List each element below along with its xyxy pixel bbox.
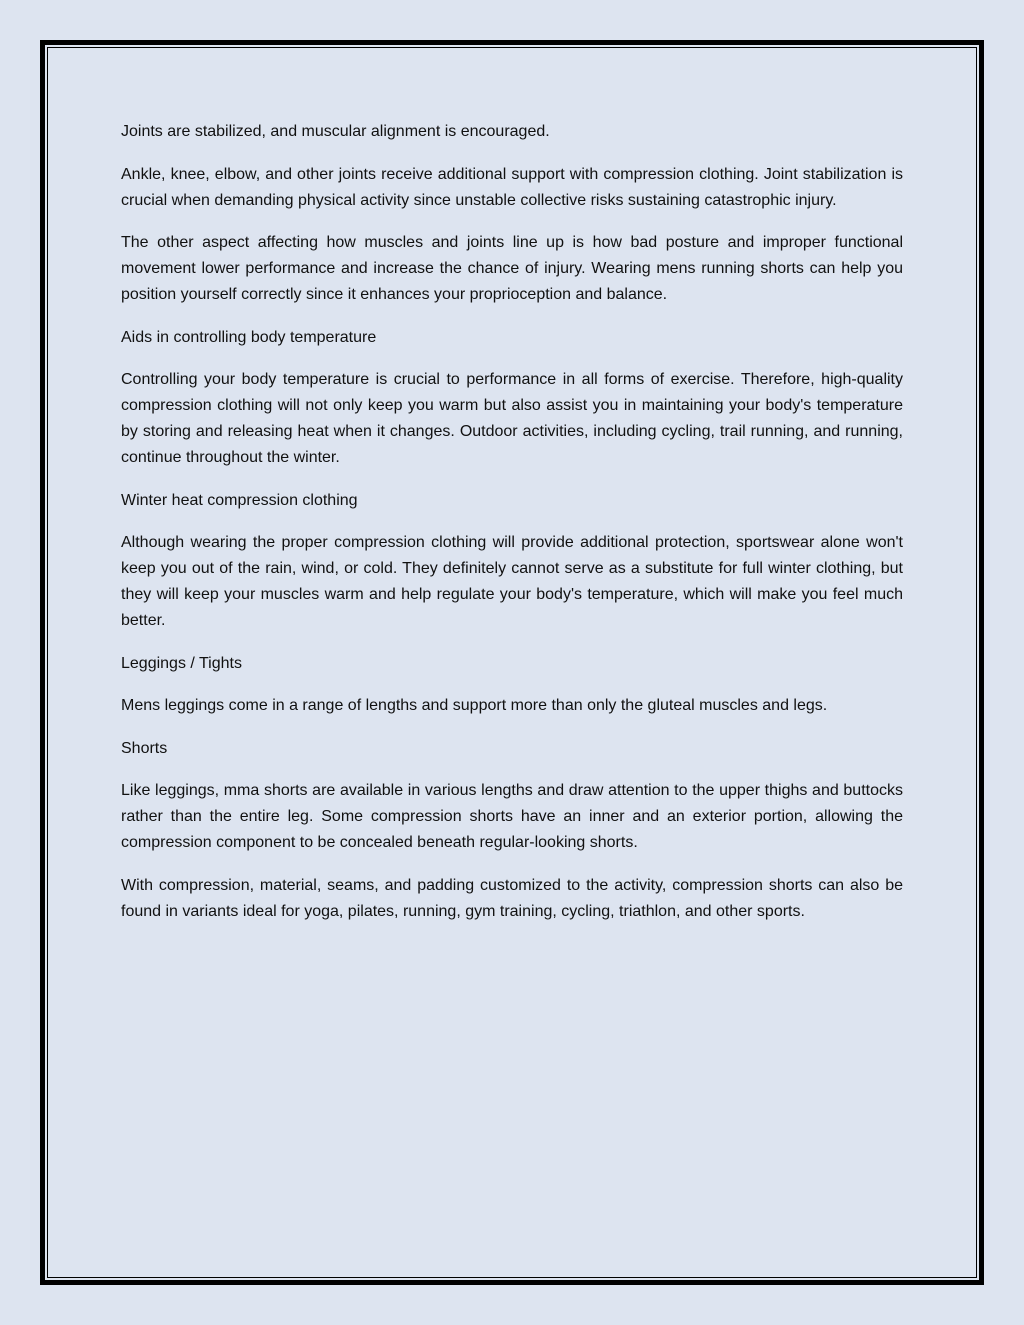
paragraph-temperature: Controlling your body temperature is crucial to performance in all forms of exercise. Therefore, high-quality compression clothing will not only keep you warm but also assist you in maintaining your body's temperature by storing and releasing heat when it changes. Outdoor activities, including cycling, trail running, and running, continue throughout the winter.: [121, 371, 903, 466]
paragraph-compression-variants: With compression, material, seams, and padding customized to the activity, compression shorts can also be found in variants ideal for yoga, pilates, running, gym training, cycling, triathlon, and other sports.: [121, 876, 903, 920]
paragraph-leggings-heading: Leggings / Tights: [121, 654, 242, 672]
document-body: [121, 119, 903, 941]
paragraph-posture: The other aspect affecting how muscles and joints line up is how bad posture and improper functional movement lower performance and increase the chance of injury. Wearing mens running shorts can help you position yourself correctly since it enhances your proprioception and balance.: [121, 234, 903, 303]
paragraph-joint-support: Ankle, knee, elbow, and other joints receive additional support with compression clothing. Joint stabilization is crucial when demanding physical activity since unstable collective risks sustaining catastrophic injury.: [121, 165, 903, 209]
paragraph-temperature-heading: Aids in controlling body temperature: [121, 328, 377, 346]
paragraph-winter-heading: Winter heat compression clothing: [121, 491, 358, 509]
paragraph-winter: Although wearing the proper compression clothing will provide additional protection, sportswear alone won't keep you out of the rain, wind, or cold. They definitely cannot serve as a substitute for full winter clothing, but they will keep your muscles warm and help regulate your body's temperature, which will make you feel much better.: [121, 534, 903, 629]
paragraph-shorts: Like leggings, mma shorts are available in various lengths and draw attention to the upper thighs and buttocks rather than the entire leg. Some compression shorts have an inner and an exterior portion, allowing the compression component to be concealed beneath regular-looking shorts.: [121, 782, 903, 851]
paragraph-joint-stabilization-heading: Joints are stabilized, and muscular alignment is encouraged.: [121, 123, 550, 140]
paragraph-shorts-heading: Shorts: [121, 739, 168, 757]
paragraph-leggings: Mens leggings come in a range of lengths and support more than only the gluteal muscles and legs.: [121, 697, 828, 714]
